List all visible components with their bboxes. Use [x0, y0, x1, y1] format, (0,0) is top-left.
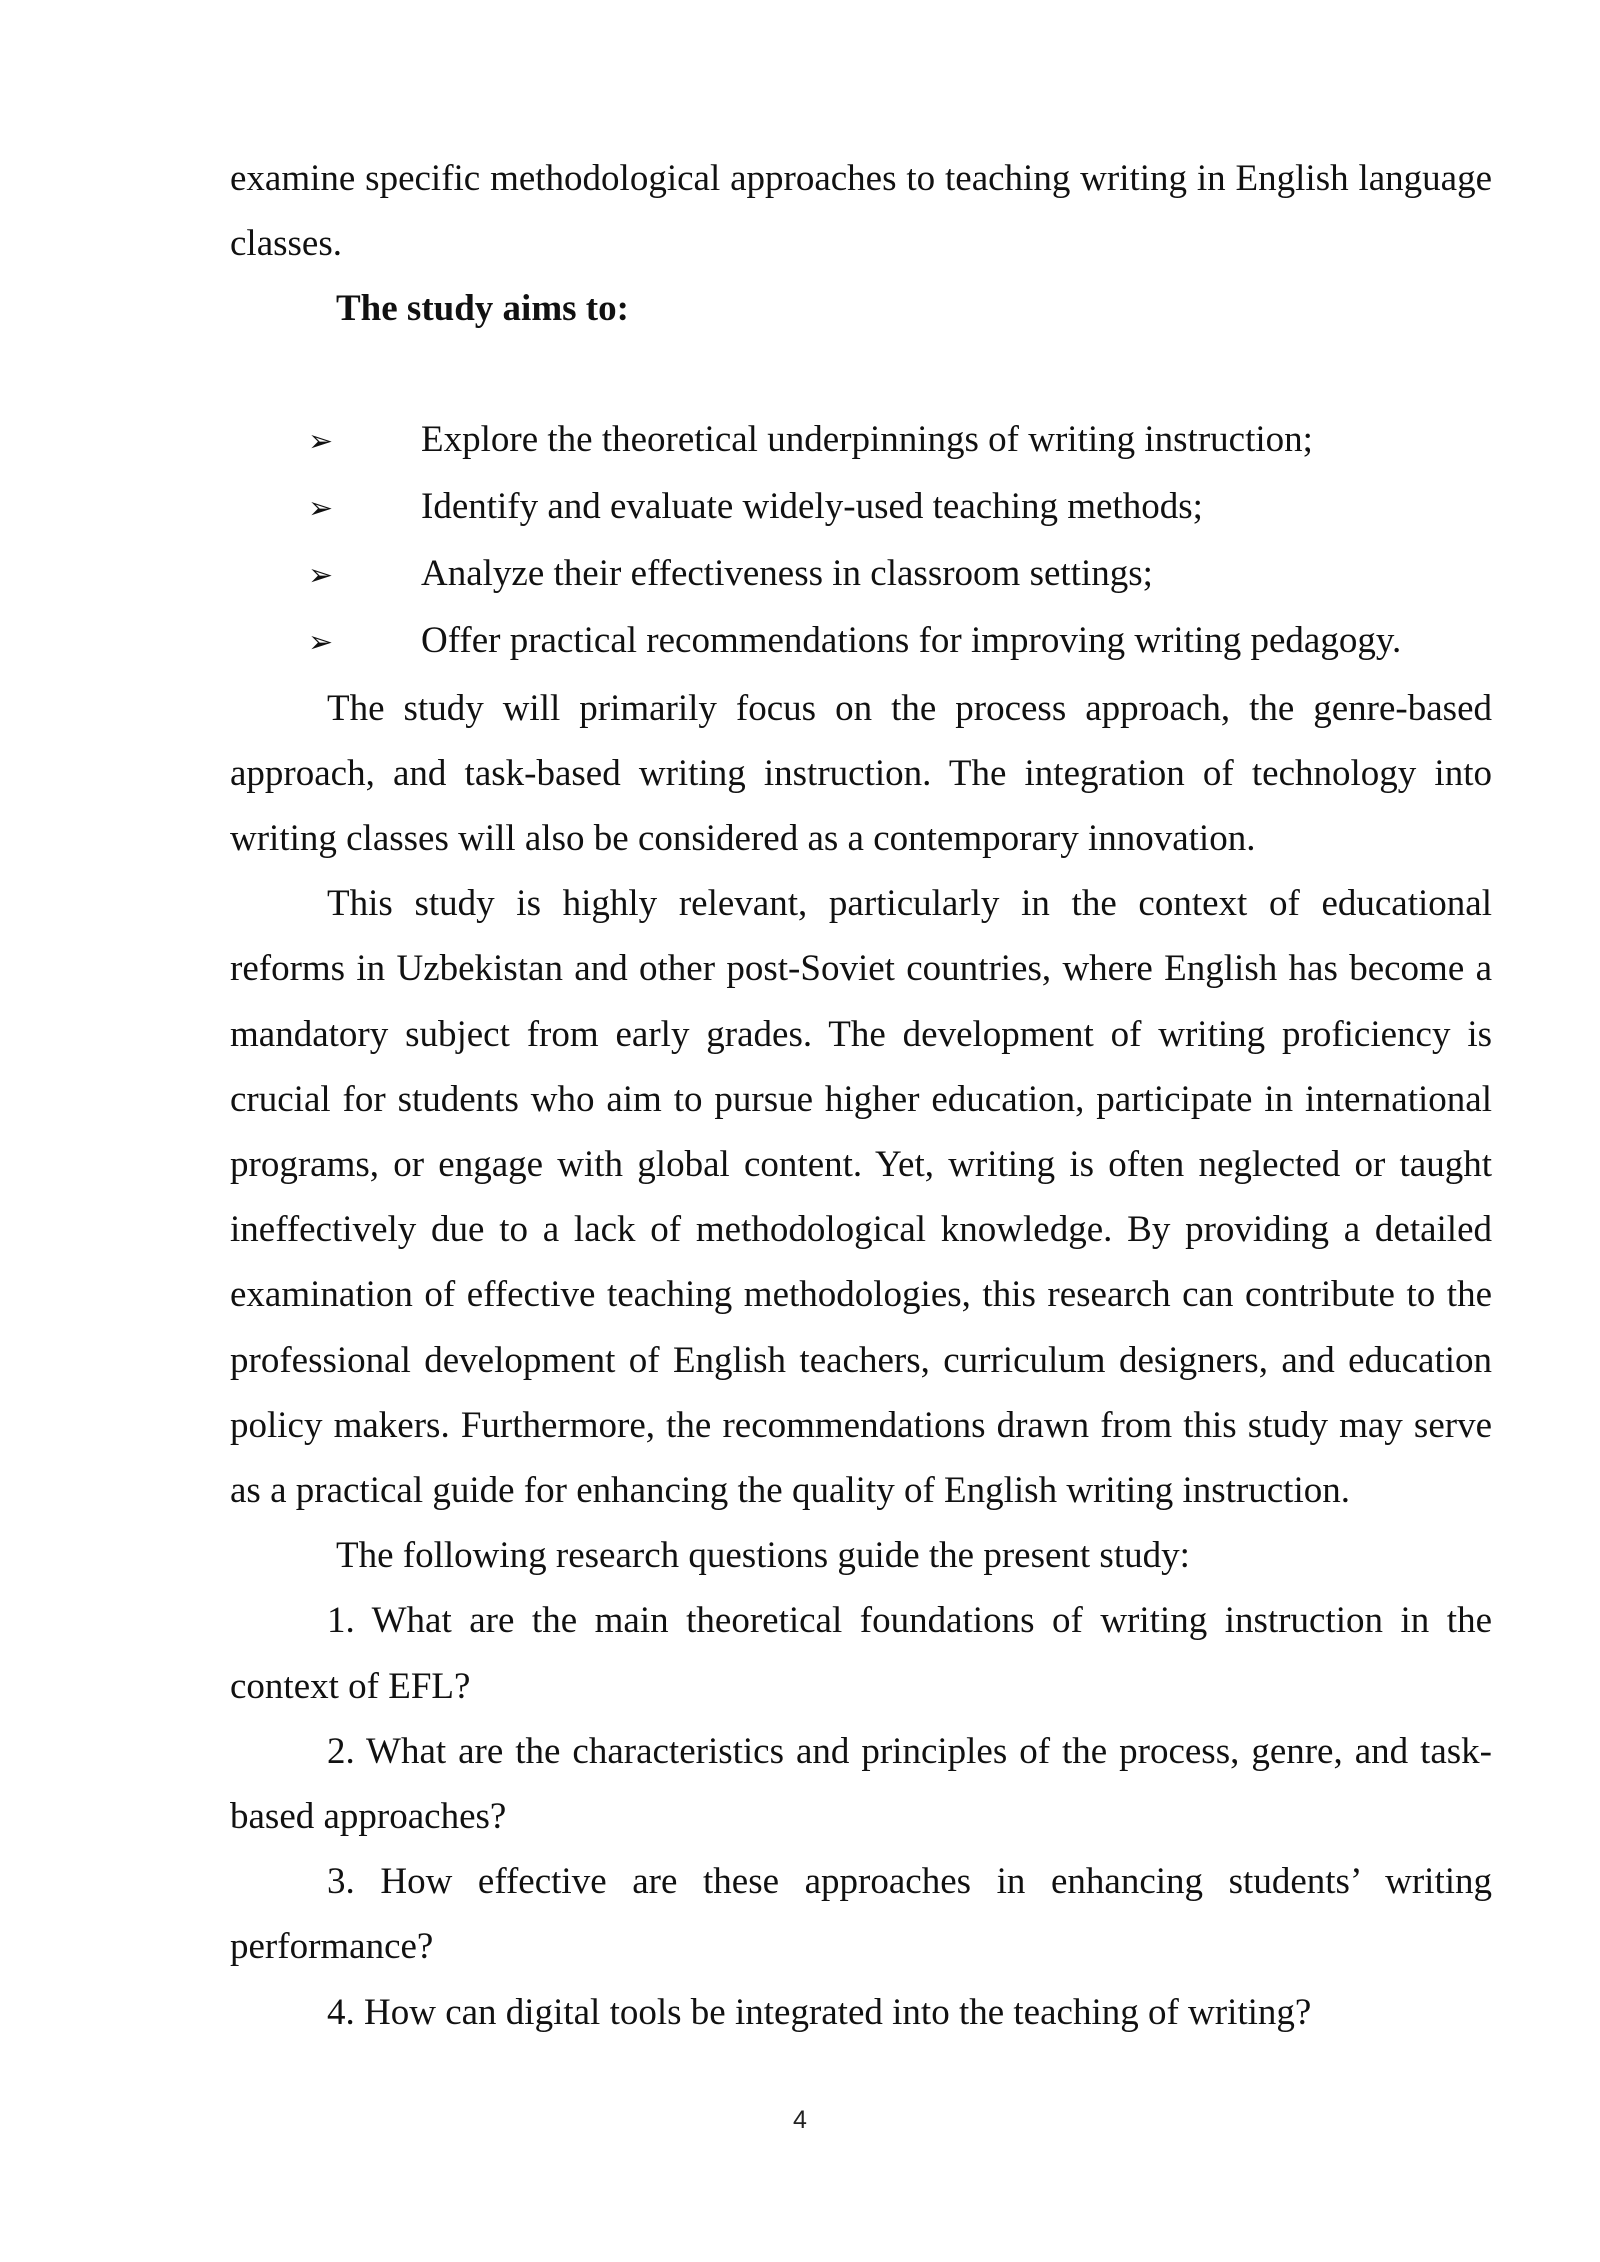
spacer [230, 342, 1492, 407]
research-question-2: 2. What are the characteristics and principles of the process, genre, and task-based approaches? [230, 1730, 1492, 1838]
arrowhead-bullet-icon: ➢ [308, 625, 334, 661]
research-question-3: 3. How effective are these approaches in enhancing students’ writing performance? [230, 1861, 1492, 1968]
list-item [230, 407, 1492, 474]
aim-text: Explore the theoretical underpinnings of writing instruction; [421, 418, 1313, 460]
list-item [230, 474, 1492, 541]
focus-paragraph: The study will primarily focus on the process approach, the genre-based approach, and task-based writing instruction. The integration of technology into writing classes will also be considered as a contemporary innovation. [230, 687, 1492, 860]
research-question-1: 1. What are the main theoretical foundations of writing instruction in the context of EFL? [230, 1600, 1492, 1707]
intro-continuation-paragraph: examine specific methodological approaches to teaching writing in English language classes. [230, 158, 1492, 265]
aims-list [230, 407, 1492, 676]
research-questions-intro: The following research questions guide the present study: [336, 1535, 1190, 1577]
list-item [230, 608, 1492, 675]
arrowhead-bullet-icon: ➢ [308, 491, 334, 526]
page-number: 4 [793, 2106, 807, 2134]
aims-heading: The study aims to: [336, 288, 629, 330]
aim-text: Offer practical recommendations for improving writing pedagogy. [421, 620, 1402, 662]
arrowhead-bullet-icon: ➢ [308, 558, 334, 594]
research-question-4: 4. How can digital tools be integrated into the teaching of writing? [327, 1991, 1312, 2033]
relevance-paragraph: This study is highly relevant, particularly in the context of educational reforms in Uzbekistan and other post-Soviet countries, where English has become a mandatory subject from early grades. The development of writing proficiency is crucial for students who aim to pursue higher education, participate in international programs, or engage with global content. Yet, writing is often neglected or taught ineffectively due to a lack of methodological knowledge. By providing a detailed examination of effective teaching methodologies, this research can contribute to the professional development of English teachers, curriculum designers, and education policy makers. Furthermore, the recommendations drawn from this study may serve as a practical guide for enhancing the quality of English writing instruction. [230, 883, 1492, 1512]
page-body [230, 146, 1492, 2045]
list-item [230, 541, 1492, 608]
aim-text: Analyze their effectiveness in classroom settings; [421, 553, 1153, 595]
aim-text: Identify and evaluate widely-used teaching methods; [421, 486, 1203, 527]
arrowhead-bullet-icon: ➢ [308, 423, 334, 459]
